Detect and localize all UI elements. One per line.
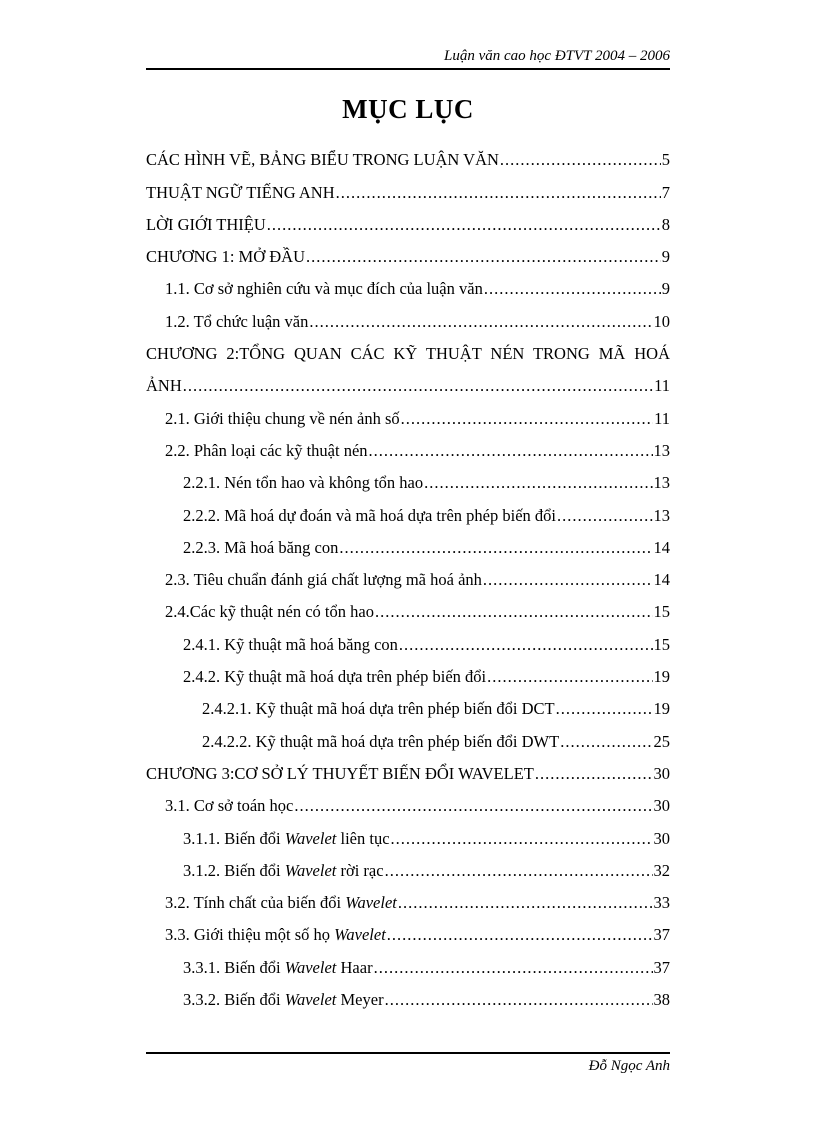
toc-page: 9 [661, 247, 670, 267]
toc-page: 11 [654, 408, 670, 428]
toc-entry[interactable] [146, 235, 670, 267]
toc-page: 30 [653, 763, 670, 783]
toc-page: 19 [653, 699, 670, 719]
page-title: MỤC LỤC [342, 94, 474, 124]
toc-entry[interactable] [146, 913, 670, 945]
toc-entry[interactable] [146, 881, 670, 913]
toc-page: 30 [653, 796, 670, 816]
toc-leader [500, 150, 661, 170]
toc-label: CHƯƠNG 1: MỞ ĐẦU [146, 247, 306, 267]
toc-page: 5 [661, 150, 670, 170]
toc-leader [339, 538, 652, 558]
toc-leader [556, 699, 653, 719]
toc-leader [424, 473, 652, 493]
toc-leader [557, 506, 653, 526]
toc-entry[interactable] [146, 170, 670, 202]
toc-leader [401, 409, 653, 429]
toc-entry[interactable] [146, 138, 670, 170]
toc-page: 32 [653, 860, 670, 880]
toc-page: 11 [654, 376, 670, 396]
toc-label: 3.1.2. Biến đổi Wavelet rời rạc [183, 860, 384, 880]
toc-entry[interactable] [146, 687, 670, 719]
toc-page: 14 [653, 537, 670, 557]
toc-label: 2.4.Các kỹ thuật nén có tổn hao [165, 602, 374, 622]
toc-entry[interactable] [146, 396, 670, 428]
toc-leader [487, 667, 652, 687]
toc-label: ẢNH [146, 376, 182, 396]
toc-label: CHƯƠNG 3:CƠ SỞ LÝ THUYẾT BIẾN ĐỔI WAVELET [146, 763, 534, 783]
toc-leader [336, 183, 661, 203]
toc-entry[interactable] [146, 784, 670, 816]
toc-label: 2.1. Giới thiệu chung về nén ảnh số [165, 408, 400, 428]
toc-entry[interactable] [146, 849, 670, 881]
table-of-contents [146, 138, 670, 1010]
toc-label: 2.4.2. Kỹ thuật mã hoá dựa trên phép biến đổi [183, 667, 487, 687]
toc-page: 25 [653, 731, 670, 751]
toc-entry[interactable] [146, 622, 670, 654]
toc-entry[interactable] [146, 364, 670, 396]
toc-page: 10 [653, 311, 670, 331]
toc-leader [375, 602, 653, 622]
toc-leader [483, 570, 653, 590]
toc-page: 9 [661, 279, 670, 299]
toc-label: 2.2.2. Mã hoá dự đoán và mã hoá dựa trên phép biến đổi [183, 505, 556, 525]
toc-page: 13 [653, 505, 670, 525]
toc-leader [391, 829, 653, 849]
toc-label: 1.1. Cơ sở nghiên cứu và mục đích của luận văn [165, 279, 483, 299]
toc-page: 15 [653, 602, 670, 622]
toc-label: 2.4.1. Kỹ thuật mã hoá băng con [183, 634, 398, 654]
toc-entry[interactable] [146, 945, 670, 977]
toc-entry[interactable] [146, 429, 670, 461]
toc-page: 15 [653, 634, 670, 654]
toc-leader [535, 764, 653, 784]
toc-page: 13 [653, 473, 670, 493]
toc-leader [294, 796, 652, 816]
toc-entry[interactable] [146, 590, 670, 622]
toc-label: 3.1.1. Biến đổi Wavelet liên tục [183, 828, 390, 848]
toc-label: 1.2. Tổ chức luận văn [165, 311, 309, 331]
toc-label: 2.4.2.2. Kỹ thuật mã hoá dựa trên phép biến đổi DWT [202, 731, 560, 751]
running-footer: Đỗ Ngọc Anh [588, 1058, 670, 1074]
toc-page: 37 [653, 957, 670, 977]
toc-entry[interactable] [146, 267, 670, 299]
toc-label: 2.2.3. Mã hoá băng con [183, 537, 339, 557]
toc-page: 7 [661, 182, 670, 202]
toc-leader [267, 215, 661, 235]
toc-entry[interactable] [146, 299, 670, 331]
toc-leader [398, 893, 653, 913]
toc-label: 2.3. Tiêu chuẩn đánh giá chất lượng mã hoá ảnh [165, 570, 482, 590]
toc-leader [183, 376, 653, 396]
toc-label: 2.4.2.1. Kỹ thuật mã hoá dựa trên phép biến đổi DCT [202, 699, 555, 719]
toc-label: CÁC HÌNH VẼ, BẢNG BIỂU TRONG LUẬN VĂN [146, 150, 499, 170]
toc-label: 3.3.2. Biến đổi Wavelet Meyer [183, 990, 384, 1010]
toc-label: 2.2. Phân loại các kỹ thuật nén [165, 440, 368, 460]
toc-leader [309, 312, 652, 332]
toc-label: 3.2. Tính chất của biến đổi Wavelet [165, 893, 397, 913]
toc-leader [560, 732, 652, 752]
header-rule [146, 68, 670, 70]
toc-entry[interactable] [146, 558, 670, 590]
toc-label: THUẬT NGỮ TIẾNG ANH [146, 182, 335, 202]
toc-label: CHƯƠNG 2:TỔNG QUAN CÁC KỸ THUẬT NÉN TRONG MÃ HOÁ [146, 344, 670, 364]
toc-leader [385, 990, 653, 1010]
toc-entry[interactable] [146, 719, 670, 751]
toc-leader [385, 861, 653, 881]
toc-leader [369, 441, 653, 461]
toc-label: 3.3.1. Biến đổi Wavelet Haar [183, 957, 373, 977]
toc-leader [306, 247, 661, 267]
toc-entry[interactable] [146, 978, 670, 1010]
toc-label: 3.1. Cơ sở toán học [165, 796, 294, 816]
toc-entry[interactable] [146, 203, 670, 235]
running-header: Luận văn cao học ĐTVT 2004 – 2006 [444, 48, 670, 64]
toc-page: 38 [653, 990, 670, 1010]
footer-rule [146, 1052, 670, 1054]
toc-label: LỜI GIỚI THIỆU [146, 214, 266, 234]
toc-entry[interactable] [146, 493, 670, 525]
toc-page: 30 [653, 828, 670, 848]
toc-entry[interactable] [146, 752, 670, 784]
toc-leader [399, 635, 653, 655]
toc-entry[interactable] [146, 526, 670, 558]
toc-entry[interactable] [146, 461, 670, 493]
toc-page: 14 [653, 570, 670, 590]
toc-page: 33 [653, 893, 670, 913]
toc-entry[interactable] [146, 816, 670, 848]
toc-entry-wrapped-line[interactable] [146, 332, 670, 364]
toc-page: 19 [653, 667, 670, 687]
toc-leader [484, 279, 661, 299]
toc-entry[interactable] [146, 655, 670, 687]
toc-label: 3.3. Giới thiệu một số họ Wavelet [165, 925, 386, 945]
toc-leader [374, 958, 653, 978]
toc-page: 8 [661, 214, 670, 234]
toc-page: 37 [653, 925, 670, 945]
toc-page: 13 [653, 440, 670, 460]
toc-label: 2.2.1. Nén tổn hao và không tổn hao [183, 473, 424, 493]
toc-leader [387, 925, 653, 945]
